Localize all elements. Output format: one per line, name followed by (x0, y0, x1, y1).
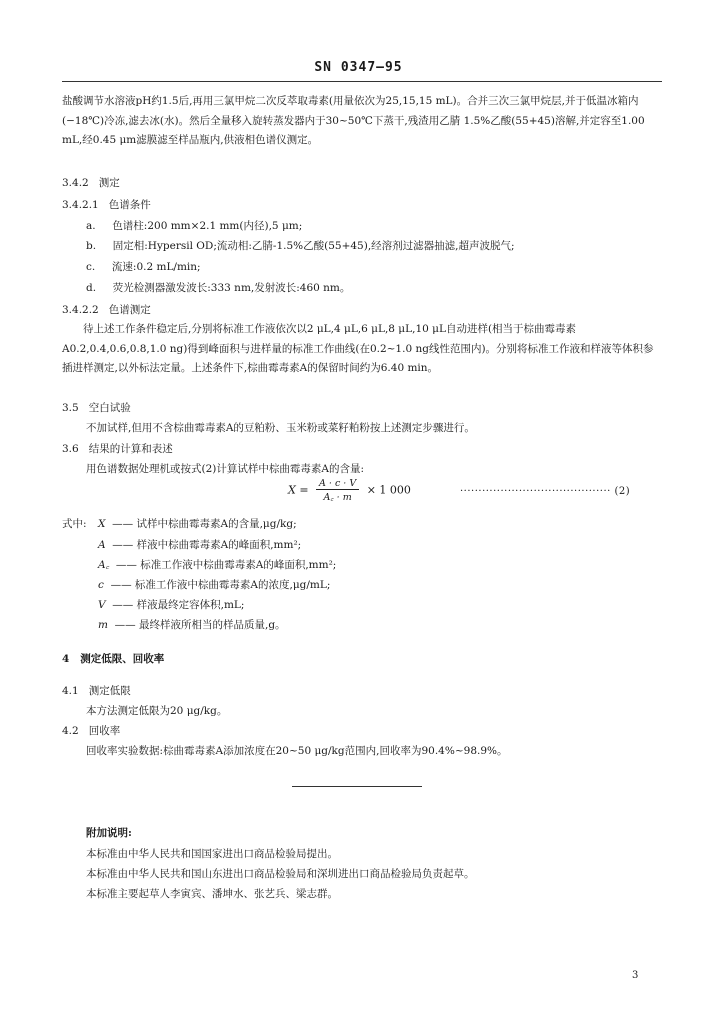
condition-label: b. (86, 240, 97, 252)
section-4-1-heading (62, 684, 131, 698)
definition-symbol: m (98, 619, 108, 631)
condition-text: 色谱柱:200 mm×2.1 mm(内径),5 μm; (112, 220, 303, 232)
definition-text: —— 最终样液所相当的样品质量,g。 (114, 619, 286, 631)
section-number: 4.2 (62, 725, 79, 737)
condition-label: d. (86, 282, 97, 294)
section-number: 3.5 (62, 402, 79, 414)
section-3-4-2-heading (62, 176, 120, 190)
section-number: 4 (62, 653, 70, 665)
definition-text: —— 样液最终定容体积,mL; (112, 599, 245, 611)
definition-text: —— 试样中棕曲霉毒素A的含量,μg/kg; (112, 518, 297, 530)
section-3-6-heading (62, 442, 173, 456)
section-number: 3.4.2.2 (62, 304, 99, 316)
section-3-4-2-2-text: 待上述工作条件稳定后,分别将标准工作液依次以2 μL,4 μL,6 μL,8 μL,10 μL自动进样(相当于棕曲霉毒素A0.2,0.4,0.6,0.8,1.0 ng)得到峰面积与进样量的标准工作曲线(在0.2~1.0 ng线性范围内)。分别将标准工作液和样液等体积参插进样测定,以外标法定量。上述条件下,棕曲霉毒素A的保留时间约为6.40 min。 (62, 323, 654, 374)
definition-row (98, 538, 301, 552)
end-divider (292, 786, 422, 787)
condition-item (86, 239, 515, 253)
definition-symbol: A (98, 539, 106, 551)
definition-row (98, 558, 336, 572)
section-number: 3.4.2 (62, 177, 89, 189)
formula-multiplier: × 1 000 (366, 483, 411, 497)
definition-row (98, 517, 297, 531)
notes-line: 本标准主要起草人李寅宾、潘坤水、张艺兵、梁志群。 (86, 888, 338, 900)
section-4-heading (62, 652, 164, 666)
section-4-2-text: 回收率实验数据:棕曲霉毒素A添加浓度在20~50 μg/kg范围内,回收率为90.4%~98.9%。 (86, 745, 508, 757)
definition-row (98, 618, 286, 632)
page-number: 3 (632, 970, 639, 981)
section-title: 色谱条件 (108, 199, 151, 211)
section-3-5-heading (62, 401, 131, 415)
definition-symbol: c (98, 579, 104, 591)
notes-line: 本标准由中华人民共和国山东进出口商品检验局和深圳进出口商品检验局负责起草。 (86, 868, 475, 880)
section-3-4-2-2-heading (62, 303, 151, 317)
definition-text: —— 标准工作液中棕曲霉毒素A的峰面积,mm²; (115, 559, 337, 571)
notes-line: 本标准由中华人民共和国国家进出口商品检验局提出。 (86, 848, 338, 860)
section-3-5-text: 不加试样,但用不含棕曲霉毒素A的豆粕粉、玉米粉或菜籽粕粉按上述测定步骤进行。 (86, 422, 475, 434)
section-title: 空白试验 (88, 402, 131, 414)
condition-item (86, 281, 350, 295)
formula-numerator: A · c · V (316, 478, 359, 490)
section-4-1-text: 本方法测定低限为20 μg/kg。 (86, 705, 228, 717)
formula-leader: ········································· (2) (460, 486, 631, 497)
condition-item (86, 260, 201, 274)
formula-2 (288, 478, 411, 503)
section-number: 3.4.2.1 (62, 199, 99, 211)
header-rule (62, 81, 662, 82)
condition-label: a. (86, 220, 96, 232)
section-title: 测定 (98, 177, 120, 189)
definition-symbol: A꜀ (98, 559, 110, 571)
definition-symbol: V (98, 599, 106, 611)
section-3-6-text: 用色谱数据处理机或按式(2)计算试样中棕曲霉毒素A的含量: (86, 463, 364, 475)
section-title: 测定低限 (88, 685, 131, 697)
intro-paragraph: 盐酸调节水溶液pH约1.5后,再用三氯甲烷二次反萃取毒素(用量依次为25,15,15 mL)。合并三次三氯甲烷层,并于低温冰箱内(−18℃)冷冻,滤去冰(水)。然后全量移入旋转蒸发器内于30~50℃下蒸干,残渣用乙腈 1.5%乙酸(55+45)溶解,并定容至1.00 mL,经0.45 μm滤膜滤至样品瓶内,供液相色谱仪测定。 (62, 95, 645, 146)
formula-number: (2) (614, 486, 631, 497)
formula-denominator: A꜀ · m (323, 492, 352, 503)
section-number: 4.1 (62, 685, 79, 697)
definition-row (98, 578, 330, 592)
condition-label: c. (86, 261, 96, 273)
definition-text: —— 样液中棕曲霉毒素A的峰面积,mm²; (112, 539, 302, 551)
condition-text: 固定相:Hypersil OD;流动相:乙腈-1.5%乙酸(55+45),经溶剂过滤器抽滤,超声波脱气; (112, 240, 515, 252)
standard-code-header: SN 0347—95 (314, 60, 403, 75)
formula-fraction (316, 478, 359, 503)
definitions-intro: 式中: (62, 518, 87, 530)
section-4-2-heading (62, 724, 120, 738)
definition-text: —— 标准工作液中棕曲霉毒素A的浓度,μg/mL; (110, 579, 331, 591)
condition-text: 流速:0.2 mL/min; (111, 261, 201, 273)
definition-row (98, 598, 244, 612)
section-title: 测定低限、回收率 (80, 653, 165, 665)
definition-symbol: X (98, 518, 106, 530)
section-3-4-2-1-heading (62, 198, 151, 212)
condition-item (86, 219, 302, 233)
section-number: 3.6 (62, 443, 79, 455)
condition-text: 荧光检测器激发波长:333 nm,发射波长:460 nm。 (112, 282, 351, 294)
formula-lhs: X = (288, 483, 309, 497)
section-title: 结果的计算和表述 (88, 443, 173, 455)
notes-title: 附加说明: (86, 827, 132, 839)
section-title: 回收率 (88, 725, 121, 737)
section-title: 色谱测定 (108, 304, 151, 316)
